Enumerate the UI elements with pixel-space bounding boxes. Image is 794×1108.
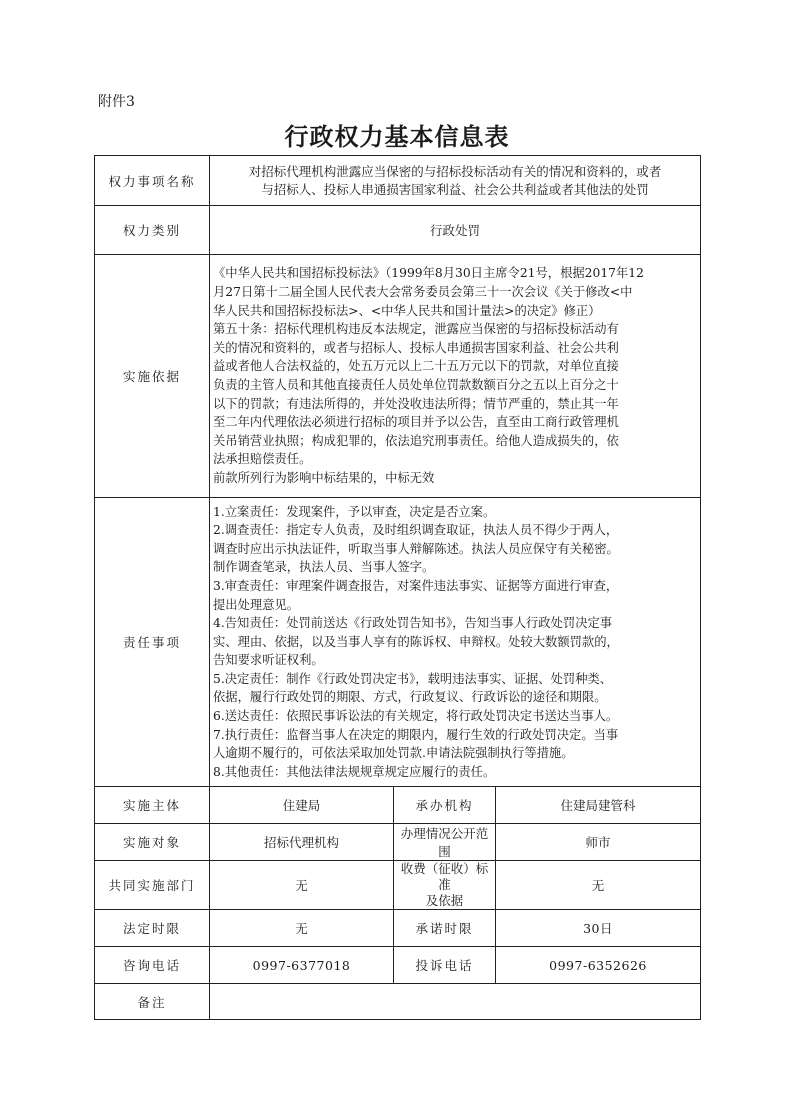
row-implementing-body <box>95 787 701 824</box>
remarks-value <box>210 984 701 1020</box>
row-power-name <box>95 156 701 206</box>
joint-departments-label: 共同实施部门 <box>95 861 210 910</box>
responsibility-line: 2.调查责任：指定专人负责，及时组织调查取证，执法人员不得少于两人， <box>213 523 619 538</box>
power-name-label: 权力事项名称 <box>95 156 210 206</box>
implementing-body-label: 实施主体 <box>95 787 210 824</box>
responsibilities-label: 责任事项 <box>95 498 210 787</box>
responsibility-line: 6.送达责任：依照民事诉讼法的有关规定，将行政处罚决定书送达当事人。 <box>213 709 619 724</box>
responsibility-line: 实、理由、依据，以及当事人享有的陈诉权、申辩权。处较大数额罚款的， <box>213 634 619 649</box>
legal-basis-label: 实施依据 <box>95 255 210 498</box>
target-value: 招标代理机构 <box>210 824 394 861</box>
legal-basis-line: 关的情况和资料的，或者与招标人、投标人串通损害国家利益、社会公共利 <box>213 340 619 355</box>
legal-basis-text <box>210 255 701 498</box>
row-phones <box>95 947 701 984</box>
row-target <box>95 824 701 861</box>
power-category-value: 行政处罚 <box>210 206 701 255</box>
power-info-table <box>94 155 701 1020</box>
row-responsibilities <box>95 498 701 787</box>
responsibility-line: 提出处理意见。 <box>213 597 300 612</box>
responsibility-line: 调查时应出示执法证件，听取当事人辩解陈述。执法人员应保守有关秘密。 <box>213 541 619 556</box>
legal-basis-line: 至二年内代理依法必须进行招标的项目并予以公告，直至由工商行政管理机 <box>213 415 619 430</box>
document-title: 行政权力基本信息表 <box>284 122 510 151</box>
responsibility-line: 4.告知责任：处罚前送达《行政处罚告知书》，告知当事人行政处罚决定事 <box>213 616 613 631</box>
legal-basis-line: 《中华人民共和国招标投标法》（1999年8月30日主席令21号，根据2017年12 <box>213 266 644 281</box>
handling-agency-value: 住建局建管科 <box>496 787 701 824</box>
responsibility-line: 告知要求听证权利。 <box>213 653 324 668</box>
complaint-phone-label: 投诉电话 <box>394 947 496 984</box>
row-time-limit <box>95 910 701 947</box>
row-remarks <box>95 984 701 1020</box>
responsibility-line: 人逾期不履行的，可依法采取加处罚款.申请法院强制执行等措施。 <box>213 746 574 761</box>
responsibility-line: 依据，履行行政处罚的期限、方式，行政复议、行政诉讼的途径和期限。 <box>213 690 607 705</box>
fee-standard-label <box>394 861 496 910</box>
fee-standard-label-line: 及依据 <box>425 893 464 908</box>
power-name-line: 对招标代理机构泄露应当保密的与招标投标活动有关的情况和资料的，或者 <box>248 163 662 179</box>
row-joint-departments <box>95 861 701 910</box>
fee-standard-value: 无 <box>496 861 701 910</box>
power-category-label: 权力类别 <box>95 206 210 255</box>
complaint-phone-value: 0997-6352626 <box>496 947 701 984</box>
fee-standard-label-line: 收费（征收）标准 <box>400 861 489 892</box>
legal-basis-line: 负责的主管人员和其他直接责任人员处单位罚款数额百分之五以上百分之十 <box>213 378 619 392</box>
remarks-label: 备注 <box>95 984 210 1020</box>
legal-basis-line: 益或者他人合法权益的，处五万元以上二十五万元以下的罚款，对单位直接 <box>213 359 619 374</box>
responsibilities-text <box>210 498 701 787</box>
responsibility-line: 8.其他责任：其他法律法规规章规定应履行的责任。 <box>213 764 496 779</box>
power-name-line: 与招标人、投标人串通损害国家利益、社会公共利益或者其他法的处罚 <box>261 181 649 197</box>
disclosure-scope-label: 办理情况公开范围 <box>394 824 496 861</box>
promised-time-limit-value: 30日 <box>496 910 701 947</box>
legal-time-limit-value: 无 <box>210 910 394 947</box>
joint-departments-value: 无 <box>210 861 394 910</box>
legal-basis-line: 以下的罚款；有违法所得的，并处没收违法所得；情节严重的，禁止其一年 <box>213 396 619 411</box>
promised-time-limit-label: 承诺时限 <box>394 910 496 947</box>
implementing-body-value: 住建局 <box>210 787 394 824</box>
consult-phone-value: 0997-6377018 <box>210 947 394 984</box>
legal-basis-line: 前款所列行为影响中标结果的，中标无效 <box>213 470 435 485</box>
responsibility-line: 制作调查笔录，执法人员、当事人签字。 <box>213 560 435 575</box>
disclosure-scope-value: 师市 <box>496 824 701 861</box>
attachment-label: 附件3 <box>98 94 135 110</box>
row-power-category <box>95 206 701 255</box>
legal-basis-line: 月27日第十二届全国人民代表大会常务委员会第三十一次会议《关于修改<中 <box>213 285 633 300</box>
legal-basis-line: 第五十条：招标代理机构违反本法规定，泄露应当保密的与招标投标活动有 <box>213 322 619 337</box>
legal-basis-line: 关吊销营业执照；构成犯罪的，依法追究刑事责任。给他人造成损失的，依 <box>213 433 619 448</box>
legal-basis-line: 华人民共和国招标投标法>、<中华人民共和国计量法>的决定》修正） <box>213 303 601 318</box>
responsibility-line: 1.立案责任：发现案件，予以审查，决定是否立案。 <box>213 504 496 519</box>
legal-time-limit-label: 法定时限 <box>95 910 210 947</box>
responsibility-line: 7.执行责任：监督当事人在决定的期限内，履行生效的行政处罚决定。当事 <box>213 727 619 742</box>
target-label: 实施对象 <box>95 824 210 861</box>
power-name-value <box>210 156 701 206</box>
consult-phone-label: 咨询电话 <box>95 947 210 984</box>
handling-agency-label: 承办机构 <box>394 787 496 824</box>
responsibility-line: 5.决定责任：制作《行政处罚决定书》，载明违法事实、证据、处罚种类、 <box>213 671 613 686</box>
responsibility-line: 3.审查责任：审理案件调查报告，对案件违法事实、证据等方面进行审查， <box>213 578 619 593</box>
legal-basis-line: 法承担赔偿责任。 <box>213 452 312 467</box>
row-legal-basis <box>95 255 701 498</box>
